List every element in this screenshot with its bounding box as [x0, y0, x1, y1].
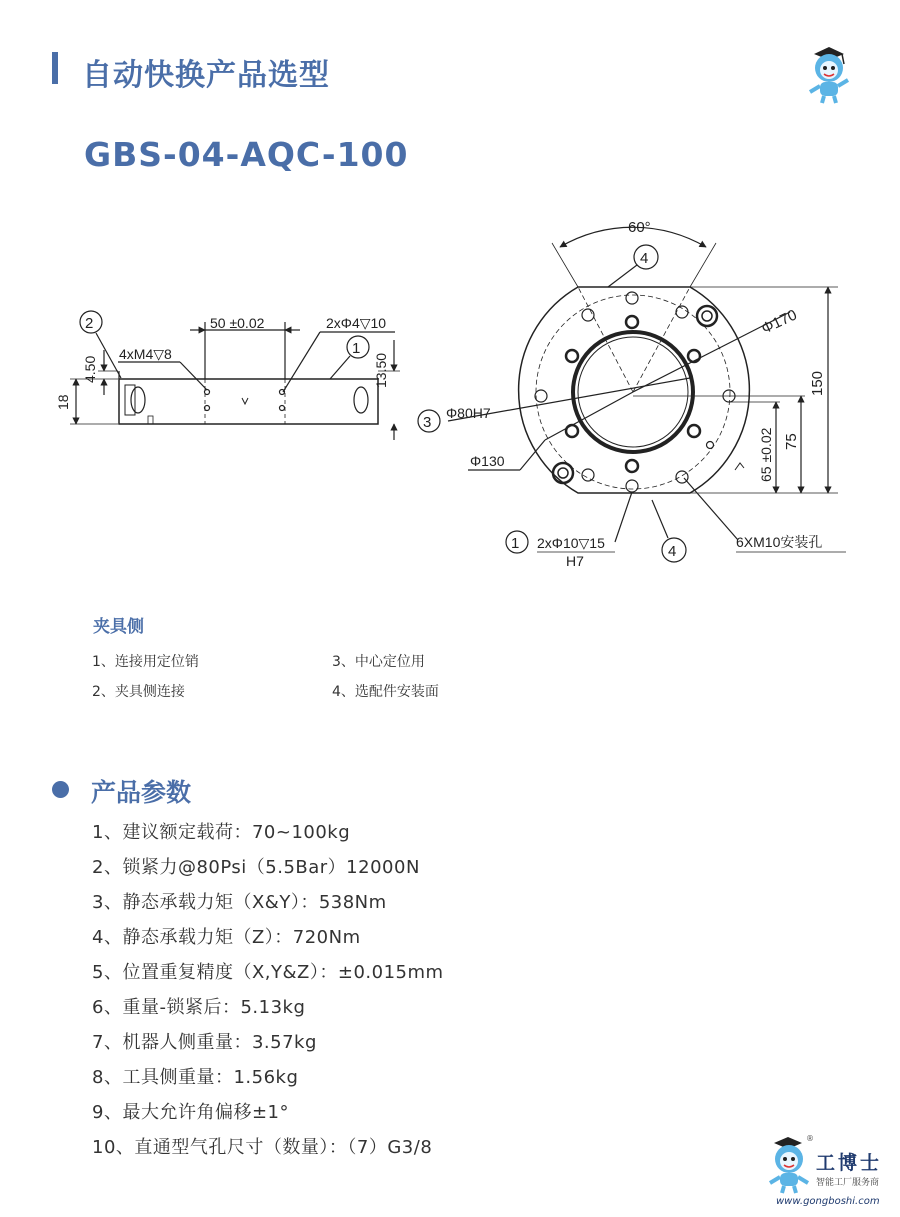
mascot-icon — [800, 42, 858, 104]
dim-pin-bottom-label: 2xΦ10▽15 — [537, 535, 605, 551]
legend-item-2: 2、夹具侧连接 — [92, 684, 185, 700]
dim-50-label: 50 ±0.02 — [210, 315, 265, 331]
dim-h7-label: H7 — [566, 553, 584, 569]
param-item: 3、静态承载力矩（X&Y）：538Nm — [92, 892, 387, 913]
dim-bore-label: Φ80H7 — [446, 405, 491, 421]
dim-65-label: 65 ±0.02 — [758, 427, 774, 482]
logo-name: 工博士 — [816, 1152, 883, 1174]
angle-60-label: 60° — [628, 219, 651, 236]
params-heading: 产品参数 — [91, 778, 192, 807]
param-item: 1、建议额定载荷：70~100kg — [92, 822, 351, 843]
dim-450-label: 4.50 — [82, 355, 98, 383]
dim-130-label: Φ130 — [470, 453, 505, 469]
top-callout-4-top: 4 — [640, 250, 649, 267]
dim-1350-label: 13.50 — [373, 352, 389, 388]
param-item: 2、锁紧力@80Psi（5.5Bar）12000N — [92, 857, 420, 878]
dim-170-label: Φ170 — [758, 306, 800, 338]
top-callout-3: 3 — [423, 414, 432, 431]
side-view — [55, 311, 400, 440]
dim-thread-label: 4xM4▽8 — [119, 346, 172, 362]
legend-item-1: 1、连接用定位销 — [92, 654, 199, 670]
logo-url: www.gongboshi.com — [776, 1196, 880, 1207]
top-view — [418, 219, 846, 569]
section-bullet — [52, 781, 69, 798]
legend-item-3: 3、中心定位用 — [332, 654, 425, 670]
technical-drawing — [0, 200, 900, 580]
side-callout-1: 1 — [352, 340, 361, 357]
legend-item-4: 4、选配件安装面 — [332, 684, 439, 700]
dim-75-label: 75 — [783, 433, 800, 450]
param-item: 7、机器人侧重量：3.57kg — [92, 1032, 317, 1053]
dim-pin-label: 2xΦ4▽10 — [326, 315, 387, 331]
dim-150-label: 150 — [809, 370, 826, 396]
mount-holes-label: 6XM10安装孔 — [736, 534, 823, 550]
param-item: 10、直通型气孔尺寸（数量）：（7）G3/8 — [92, 1137, 433, 1158]
page-title: 自动快换产品选型 — [82, 58, 330, 93]
param-item: 8、工具侧重量：1.56kg — [92, 1067, 299, 1088]
param-item: 9、最大允许角偏移±1° — [92, 1102, 289, 1123]
logo-registered-mark: ® — [806, 1134, 814, 1143]
param-item: 4、静态承载力矩（Z）：720Nm — [92, 927, 361, 948]
top-callout-4-bottom: 4 — [668, 543, 677, 560]
title-accent-bar — [52, 52, 58, 84]
params-list — [92, 820, 444, 1170]
dim-18-label: 18 — [55, 394, 71, 410]
fixture-side-heading: 夹具侧 — [93, 617, 144, 637]
param-item: 5、位置重复精度（X,Y&Z）：±0.015mm — [92, 962, 444, 983]
top-callout-1: 1 — [511, 535, 520, 552]
logo-tagline: 智能工厂服务商 — [816, 1178, 880, 1188]
param-item: 6、重量-锁紧后：5.13kg — [92, 997, 306, 1018]
model-number: GBS-04-AQC-100 — [84, 135, 409, 174]
side-callout-2: 2 — [85, 315, 94, 332]
